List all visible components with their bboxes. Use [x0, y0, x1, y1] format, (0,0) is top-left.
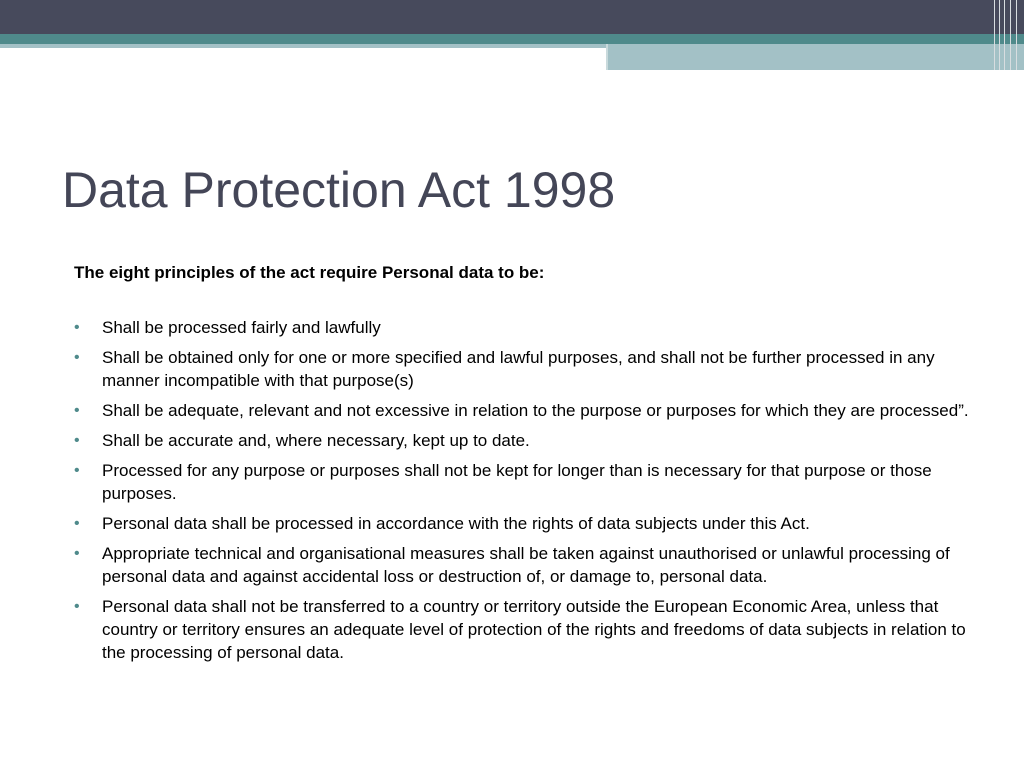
list-item — [74, 316, 974, 339]
header-band-light-right — [606, 44, 1024, 70]
header-decorative-lines — [990, 0, 1024, 70]
list-item-text: Shall be processed fairly and lawfully — [102, 318, 381, 337]
list-item — [74, 542, 974, 588]
list-item — [74, 595, 974, 664]
list-item — [74, 399, 974, 422]
list-item-text: Shall be accurate and, where necessary, kept up to date. — [102, 431, 530, 450]
bullet-icon: • — [74, 462, 80, 479]
header-band-edge — [606, 44, 608, 70]
list-item — [74, 459, 974, 505]
bullet-icon: • — [74, 432, 80, 449]
header-band-dark — [0, 0, 1024, 34]
bullet-icon: • — [74, 349, 80, 366]
list-item-text: Personal data shall not be transferred to a country or territory outside the European Economic Area, unless that country or territory ensures an adequate level of protection of the rights and freedoms of data subjects in relation to the processing of personal data. — [102, 597, 966, 662]
list-item-text: Shall be adequate, relevant and not excessive in relation to the purpose or purposes for which they are processed”. — [102, 401, 969, 420]
bullet-icon: • — [74, 515, 80, 532]
list-item — [74, 429, 974, 452]
bullet-icon: • — [74, 402, 80, 419]
bullet-icon: • — [74, 545, 80, 562]
slide-title: Data Protection Act 1998 — [62, 162, 616, 218]
list-item-text: Appropriate technical and organisational measures shall be taken against unauthorised or unlawful processing of personal data and against accidental loss or destruction of, or damage to, personal data. — [102, 544, 950, 586]
principles-list — [74, 316, 974, 671]
list-item — [74, 346, 974, 392]
list-item-text: Shall be obtained only for one or more specified and lawful purposes, and shall not be further processed in any manner incompatible with that purpose(s) — [102, 348, 935, 390]
list-item-text: Processed for any purpose or purposes shall not be kept for longer than is necessary for that purpose or those purposes. — [102, 461, 932, 503]
header-band-teal — [0, 34, 1024, 44]
bullet-icon: • — [74, 598, 80, 615]
list-item — [74, 512, 974, 535]
bullet-icon: • — [74, 319, 80, 336]
header-band-light-left — [0, 44, 606, 48]
intro-text: The eight principles of the act require Personal data to be: — [74, 263, 545, 282]
list-item-text: Personal data shall be processed in accordance with the rights of data subjects under this Act. — [102, 514, 810, 533]
